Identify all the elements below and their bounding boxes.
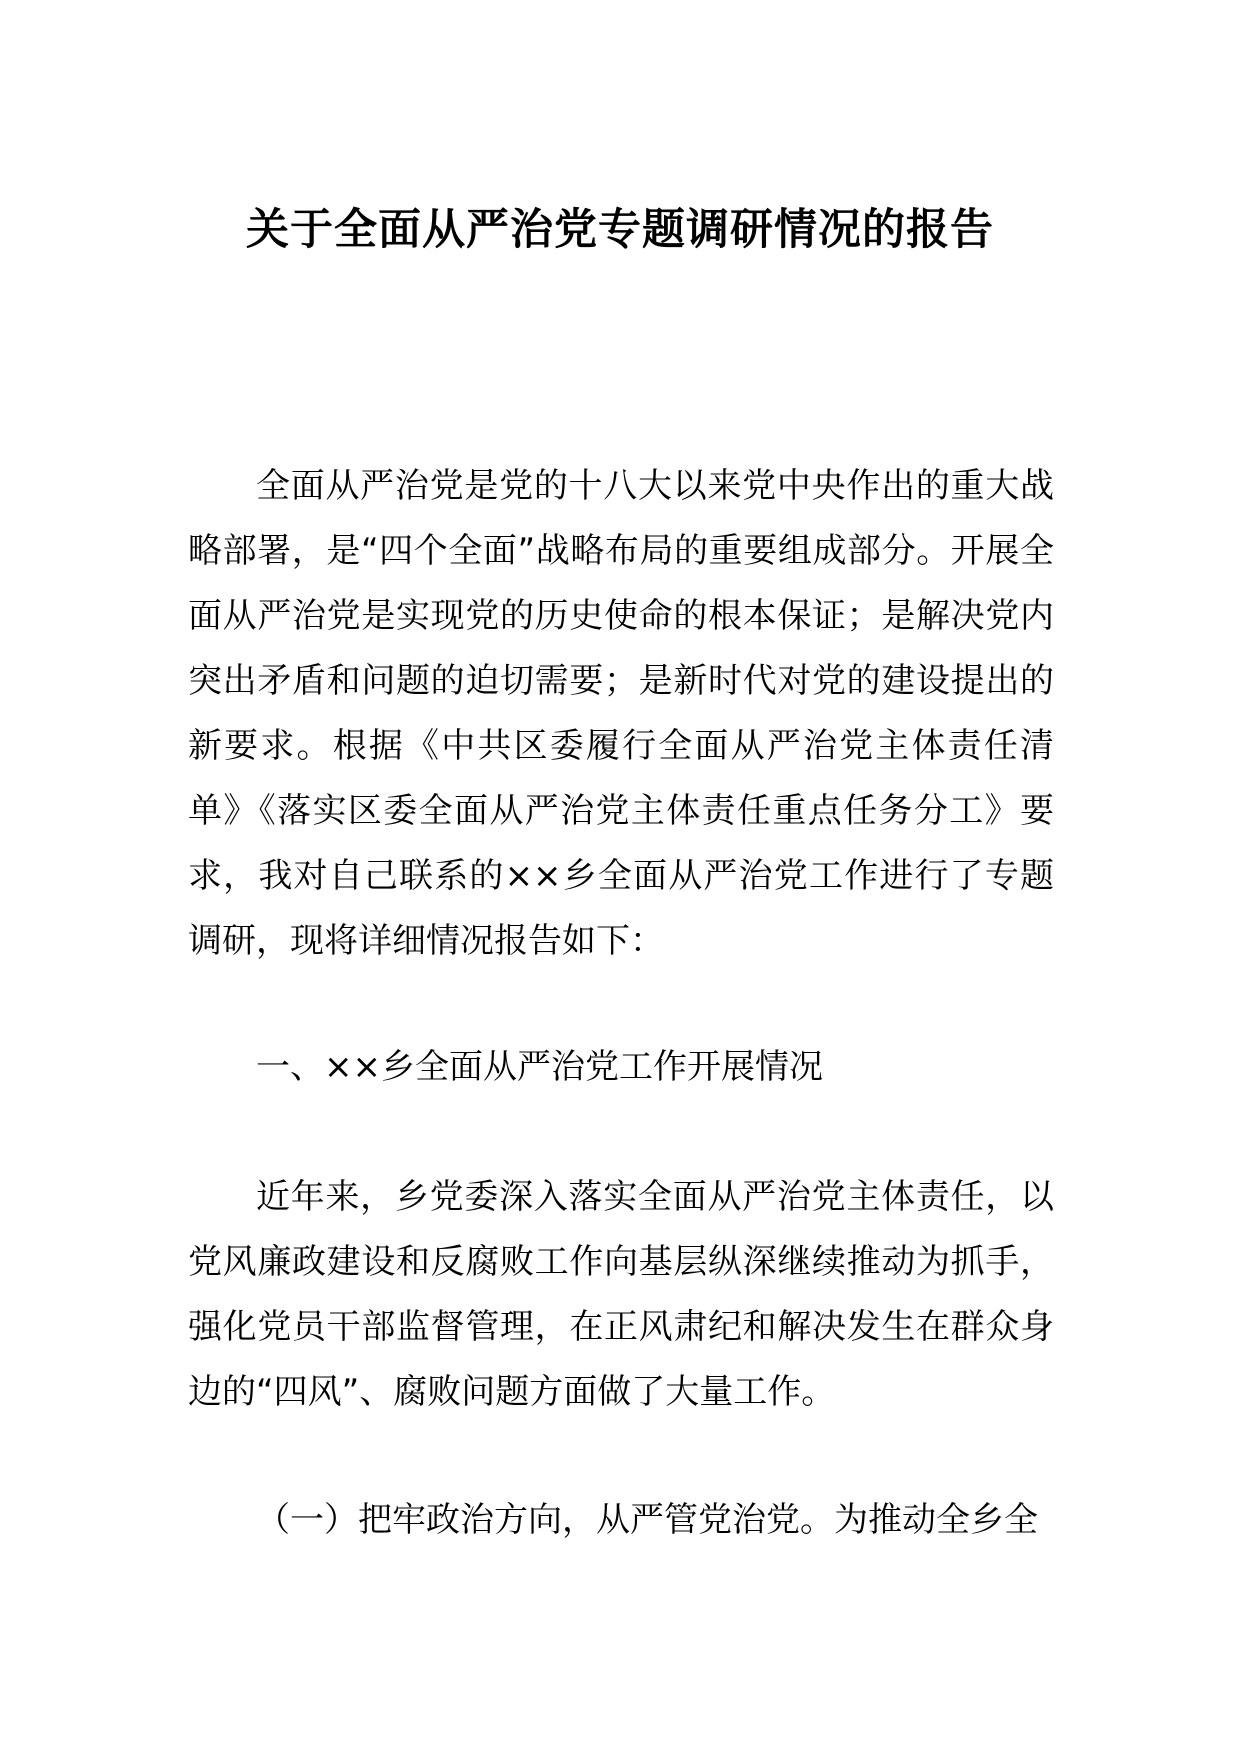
- subsection-paragraph: （一）把牢政治方向，从严管党治党。为推动全乡全: [256, 1500, 1038, 1540]
- document-title: 关于全面从严治党专题调研情况的报告: [246, 205, 994, 255]
- section-heading: 一、××乡全面从严治党工作开展情况: [256, 1047, 823, 1087]
- section-paragraph: 近年来，乡党委深入落实全面从严治党主体责任，以党风廉政建设和反腐败工作向基层纵深继续推动为抓手，强化党员干部监督管理，在正风肃纪和解决发生在群众身边的“四风”、腐败问题方面做了大量工作。: [188, 1177, 1054, 1412]
- intro-paragraph: 全面从严治党是党的十八大以来党中央作出的重大战略部署，是“四个全面”战略布局的重要组成部分。开展全面从严治党是实现党的历史使命的根本保证；是解决党内突出矛盾和问题的迫切需要；是新时代对党的建设提出的新要求。根据《中共区委履行全面从严治党主体责任清单》《落实区委全面从严治党主体责任重点任务分工》要求，我对自己联系的××乡全面从严治党工作进行了专题调研，现将详细情况报告如下：: [188, 466, 1054, 961]
